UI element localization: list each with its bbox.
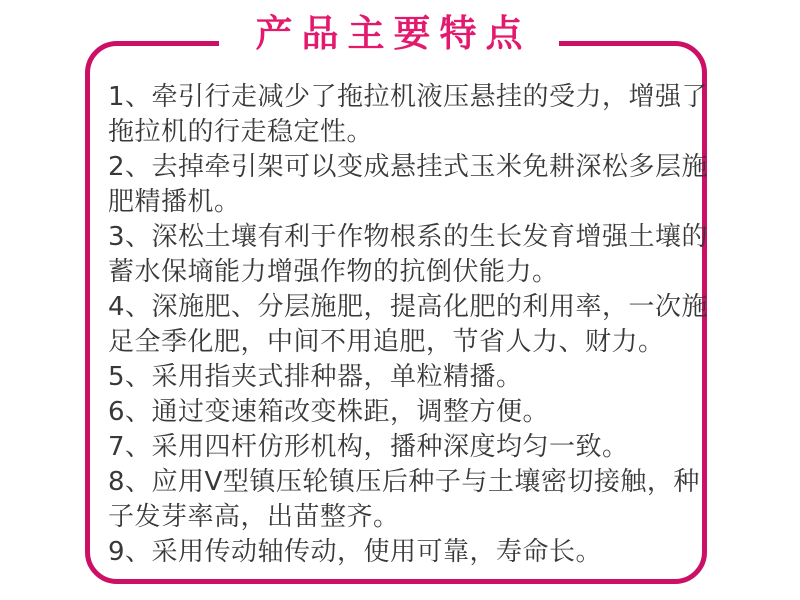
feature-item bbox=[108, 430, 708, 465]
feature-item bbox=[108, 535, 708, 570]
feature-line: 肥精播机。 bbox=[108, 187, 241, 217]
feature-line: 拖拉机的行走稳定性。 bbox=[108, 117, 374, 147]
feature-item bbox=[108, 80, 708, 150]
title-banner bbox=[219, 6, 559, 60]
feature-line: 6、通过变速箱改变株距，调整方便。 bbox=[108, 397, 550, 427]
feature-item bbox=[108, 360, 708, 395]
feature-line: 8、应用V型镇压轮镇压后种子与土壤密切接触，种 bbox=[108, 467, 700, 497]
feature-line: 9、采用传动轴传动，使用可靠，寿命长。 bbox=[108, 537, 603, 567]
feature-line: 7、采用四杆仿形机构，播种深度均匀一致。 bbox=[108, 432, 629, 462]
feature-line: 1、牵引行走减少了拖拉机液压悬挂的受力，增强了 bbox=[108, 82, 709, 112]
feature-line: 5、采用指夹式排种器，单粒精播。 bbox=[108, 362, 523, 392]
feature-line: 4、深施肥、分层施肥，提高化肥的利用率，一次施 bbox=[108, 292, 709, 322]
feature-item bbox=[108, 220, 708, 290]
feature-line: 足全季化肥，中间不用追肥，节省人力、财力。 bbox=[108, 327, 665, 357]
feature-item bbox=[108, 395, 708, 430]
feature-item bbox=[108, 150, 708, 220]
feature-line: 2、去掉牵引架可以变成悬挂式玉米免耕深松多层施 bbox=[108, 152, 709, 182]
features-list bbox=[108, 80, 708, 570]
feature-item bbox=[108, 465, 708, 535]
feature-line: 子发芽率高，出苗整齐。 bbox=[108, 502, 400, 532]
page-title: 产品主要特点 bbox=[255, 10, 532, 55]
feature-line: 3、深松土壤有利于作物根系的生长发育增强土壤的 bbox=[108, 222, 709, 252]
feature-line: 蓄水保墒能力增强作物的抗倒伏能力。 bbox=[108, 257, 559, 287]
feature-item bbox=[108, 290, 708, 360]
